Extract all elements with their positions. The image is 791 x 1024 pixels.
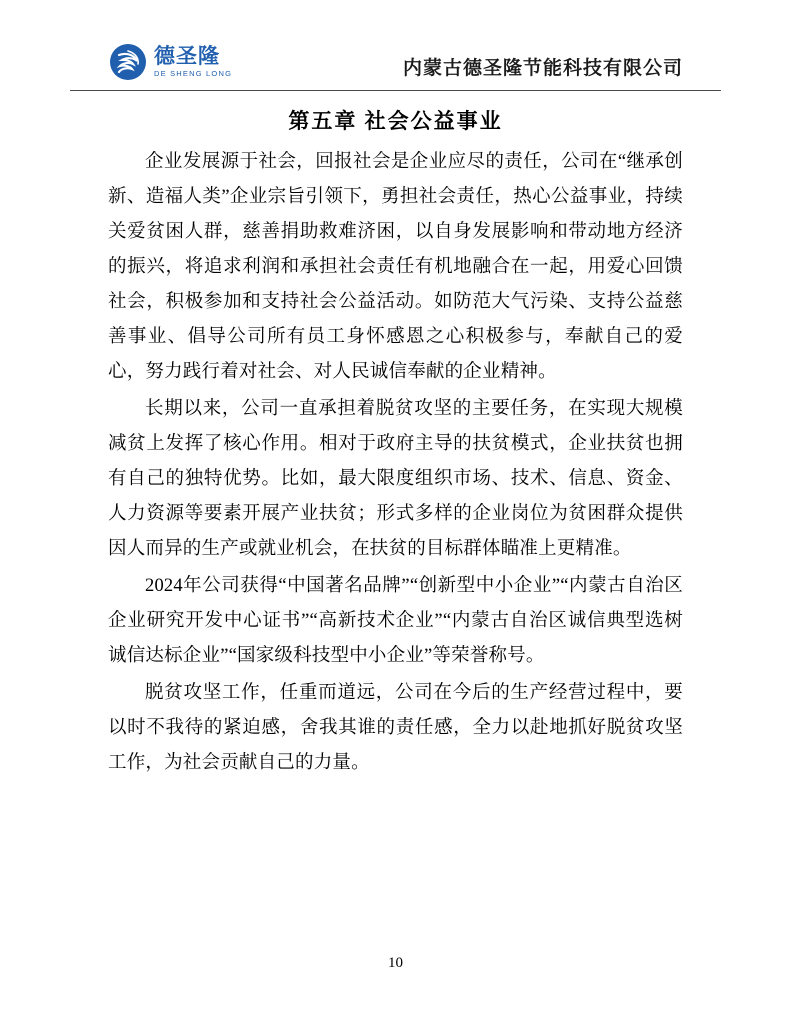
header-divider xyxy=(70,90,721,91)
paragraph-4: 脱贫攻坚工作，任重而道远，公司在今后的生产经营过程中，要以时不我待的紧迫感，舍我其谁的责任感，全力以赴地抓好脱贫攻坚工作，为社会贡献自己的力量。 xyxy=(108,683,683,773)
document-body xyxy=(70,105,721,781)
page-number: 10 xyxy=(388,955,403,971)
deshenglong-logo-icon xyxy=(108,42,148,82)
page-header xyxy=(70,0,721,84)
paragraph-2: 长期以来，公司一直承担着脱贫攻坚的主要任务，在实现大规模减贫上发挥了核心作用。相对于政府主导的扶贫模式，企业扶贫也拥有自己的独特优势。比如，最大限度组织市场、技术、信息、资金、人力资源等要素开展产业扶贫；形式多样的企业岗位为贫困群众提供因人而异的生产或就业机会，在扶贫的目标群体瞄准上更精准。 xyxy=(108,399,683,559)
paragraph-1: 企业发展源于社会，回报社会是企业应尽的责任，公司在“继承创新、造福人类”企业宗旨引领下，勇担社会责任，热心公益事业，持续关爱贫困人群，慈善捐助救难济困，以自身发展影响和带动地方经济的振兴，将追求利润和承担社会责任有机地融合在一起，用爱心回馈社会，积极参加和支持社会公益活动。如防范大气污染、支持公益慈善事业、倡导公司所有员工身怀感恩之心积极参与，奉献自己的爱心，努力践行着对社会、对人民诚信奉献的企业精神。 xyxy=(108,152,683,382)
logo-chinese-name: 德圣隆 xyxy=(154,44,220,69)
paragraph-3: 2024年公司获得“中国著名品牌”“创新型中小企业”“内蒙古自治区企业研究开发中心证书”“高新技术企业”“内蒙古自治区诚信典型选树诚信达标企业”“国家级科技型中小企业”等荣誉称号。 xyxy=(108,576,683,666)
chapter-title: 第五章 社会公益事业 xyxy=(288,109,503,133)
logo-wordmark xyxy=(154,46,232,78)
logo-english-name: DE SHENG LONG xyxy=(154,69,233,79)
company-logo xyxy=(108,42,232,82)
company-name-heading: 内蒙古德圣隆节能科技有限公司 xyxy=(402,58,683,79)
